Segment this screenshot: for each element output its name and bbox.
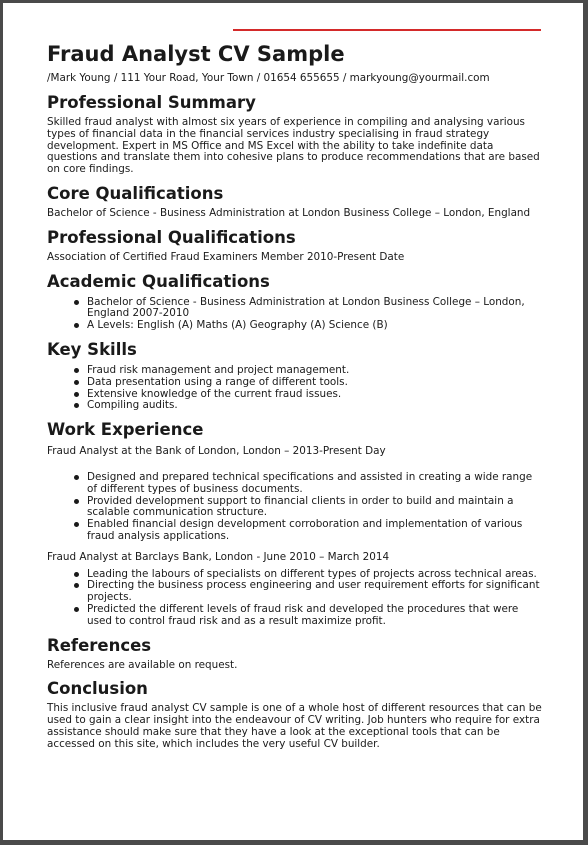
key-skills-heading: Key Skills [47,339,137,359]
summary-text: Skilled fraud analyst with almost six years of experience in compiling and analysing various types of financial data in the financial services industry specialising in fraud strategy development. Expert in MS Office and MS Excel with the ability to take indefinite data questions and translate them into cohesive plans to produce recommendations that are based on core findings. [47,116,540,176]
key-skills-list [47,365,545,412]
references-heading: References [47,635,152,655]
list-item: Bachelor of Science - Business Administration at London Business College – London, England 2007-2010 [87,297,545,321]
core-qualifications-text: Bachelor of Science - Business Administration at London Business College – London, England [47,206,531,219]
professional-qualifications-heading: Professional Qualifications [47,227,296,247]
conclusion-heading: Conclusion [47,679,148,699]
cv-page [3,3,583,840]
conclusion-text: This inclusive fraud analyst CV sample is one of a whole host of different resources that can be used to gain a clear insight into the endeavour of CV writing. Job hunters who require for extra assistance should make sure that they have a look at the exceptional tools that can be accessed on this site, which includes the very useful CV builder. [47,702,542,750]
header-accent-rule [233,29,541,31]
contact-line: /Mark Young / 111 Your Road, Your Town / 01654 655655 / markyoung@yourmail.com [47,72,490,84]
cv-title: Fraud Analyst CV Sample [47,42,345,66]
list-item: Data presentation using a range of different tools. [87,377,545,389]
list-item: Directing the business process engineering and user requirement efforts for significant projects. [87,580,545,604]
summary-heading: Professional Summary [47,93,256,112]
references-text: References are available on request. [47,658,238,671]
job-title: Fraud Analyst at the Bank of London, London – 2013-Present Day [47,445,386,458]
job-duties-list [47,472,545,543]
job-title: Fraud Analyst at Barclays Bank, London - June 2010 – March 2014 [47,550,390,563]
list-item: Compiling audits. [87,400,545,412]
academic-qualifications-list [47,297,545,332]
list-item: Provided development support to financial clients in order to build and maintain a scalable communication structure. [87,496,545,520]
academic-qualifications-heading: Academic Qualifications [47,271,270,291]
list-item: Enabled financial design development corroboration and implementation of various fraud analysis applications. [87,519,545,543]
list-item: A Levels: English (A) Maths (A) Geography (A) Science (B) [87,320,545,332]
list-item: Designed and prepared technical specifications and assisted in creating a wide range of different types of business documents. [87,472,545,496]
core-qualifications-heading: Core Qualifications [47,183,224,203]
list-item: Leading the labours of specialists on different types of projects across technical areas. [87,569,545,581]
job-duties-list [47,569,545,628]
list-item: Predicted the different levels of fraud risk and developed the procedures that were used to control fraud risk and as a result maximize profit. [87,604,545,628]
list-item: Extensive knowledge of the current fraud issues. [87,389,545,401]
professional-qualifications-text: Association of Certified Fraud Examiners Member 2010-Present Date [47,250,405,263]
list-item: Fraud risk management and project management. [87,365,545,377]
work-experience-heading: Work Experience [47,420,204,440]
